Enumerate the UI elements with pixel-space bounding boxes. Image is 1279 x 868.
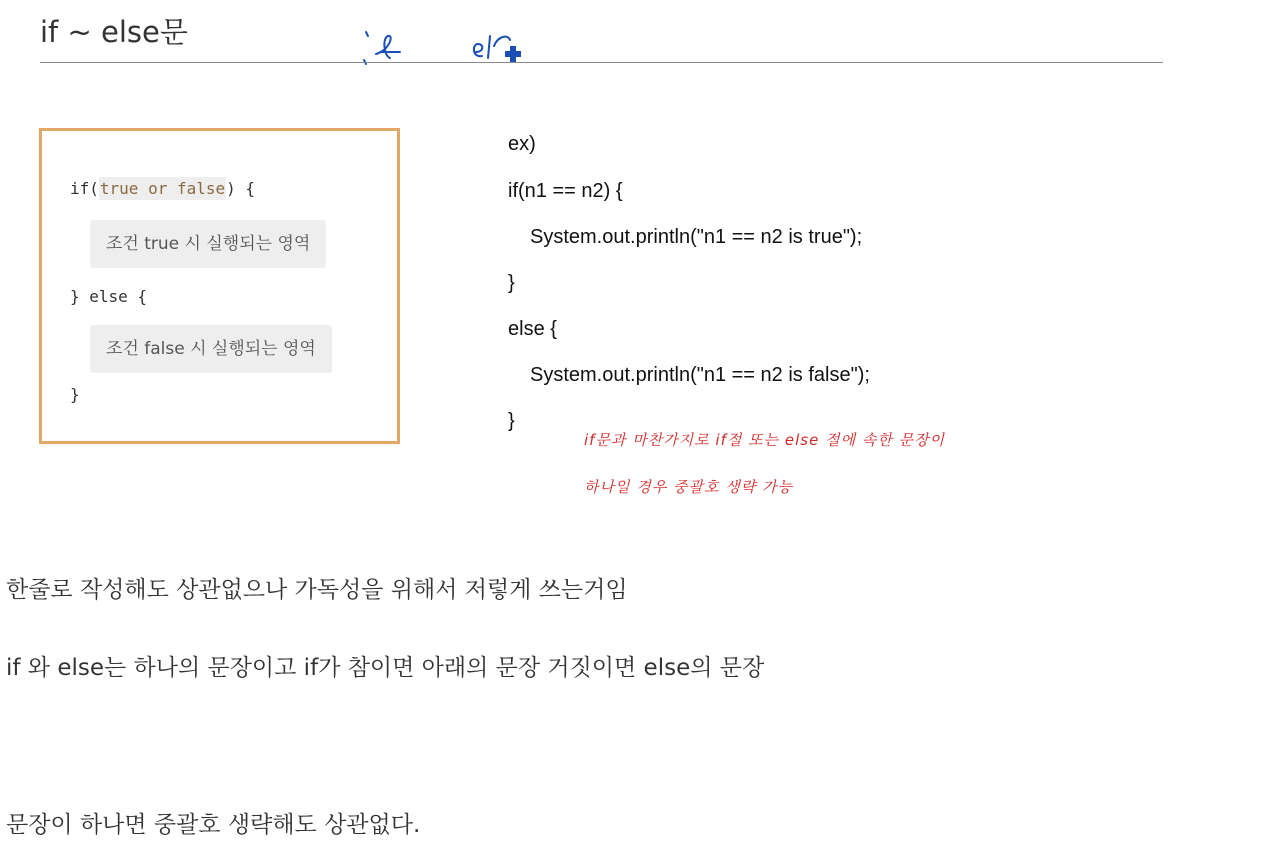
example-line-6: } <box>508 410 515 432</box>
handwritten-note-line-2: 하나일 경우 중괄호 생략 가능 <box>584 478 793 496</box>
example-line-4: else { <box>508 318 557 340</box>
paragraph-3: 문장이 하나면 중괄호 생략해도 상관없다. <box>6 812 421 838</box>
example-label: ex) <box>508 133 536 155</box>
true-region: 조건 true 시 실행되는 영역 <box>90 220 326 268</box>
example-line-2: System.out.println("n1 == n2 is true"); <box>530 226 863 248</box>
syntax-else-line: } else { <box>70 287 148 306</box>
title-underline <box>40 62 1163 63</box>
syntax-condition: true or false <box>99 179 226 198</box>
example-line-5: System.out.println("n1 == n2 is false"); <box>530 364 870 386</box>
paragraph-1: 한줄로 작성해도 상관없으나 가독성을 위해서 저렇게 쓰는거임 <box>6 577 628 603</box>
syntax-box <box>39 128 400 444</box>
paragraph-2: if 와 else는 하나의 문장이고 if가 참이면 아래의 문장 거짓이면 else의 문장 <box>6 655 765 681</box>
syntax-if-suffix: ) { <box>226 179 256 198</box>
handwritten-note-line-1: if문과 마찬가지로 if절 또는 else 절에 속한 문장이 <box>584 431 946 449</box>
page-title: if ~ else문 <box>40 15 188 49</box>
false-region: 조건 false 시 실행되는 영역 <box>90 325 332 373</box>
syntax-if-prefix: if( <box>70 179 99 198</box>
syntax-closing-brace: } <box>70 385 80 404</box>
example-line-1: if(n1 == n2) { <box>508 180 623 202</box>
example-line-3: } <box>508 272 515 294</box>
syntax-if-line <box>70 179 255 198</box>
